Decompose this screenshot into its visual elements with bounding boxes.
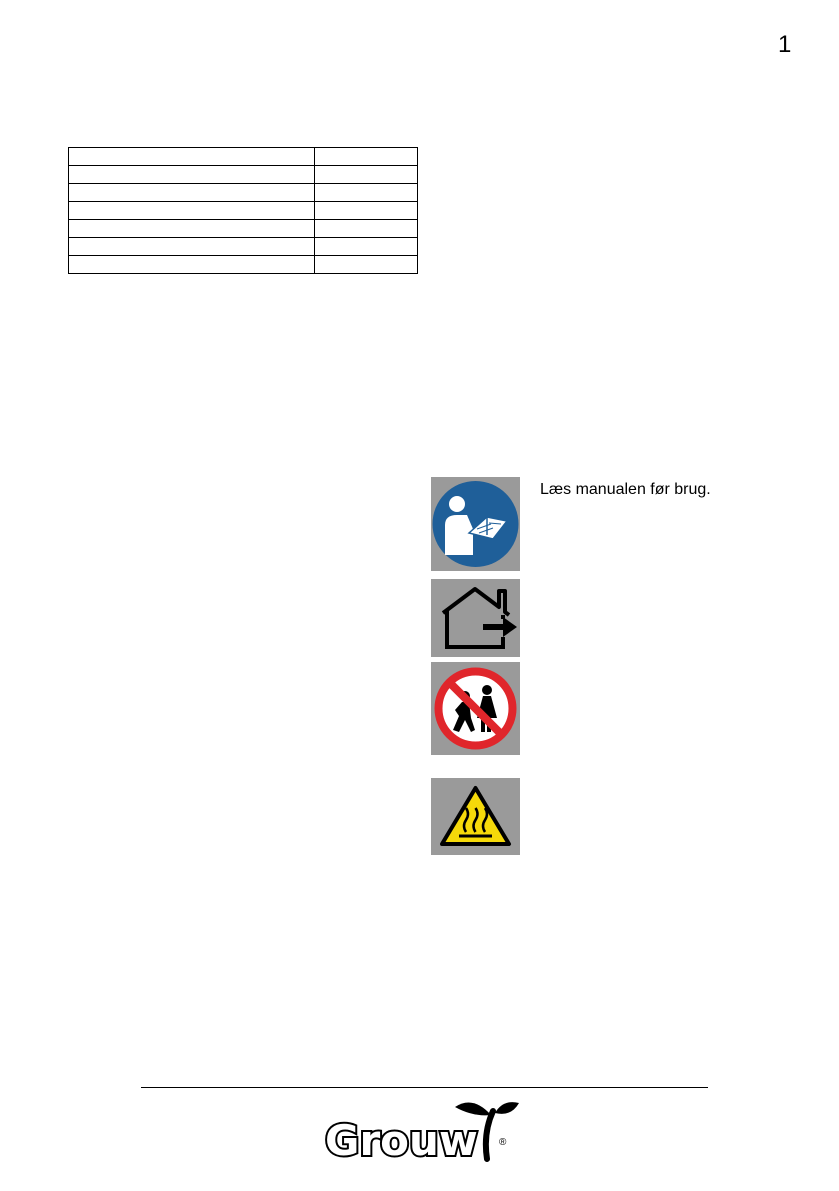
keep-children-away-icon	[431, 662, 520, 755]
table-cell	[315, 202, 418, 220]
table-cell	[69, 166, 315, 184]
table-cell	[69, 238, 315, 256]
table-cell	[315, 238, 418, 256]
table-cell	[69, 148, 315, 166]
logo-wordmark: Grouw	[325, 1116, 478, 1165]
indoor-use-only-icon	[431, 579, 520, 657]
symbol-text-read-manual: Læs manualen før brug.	[540, 481, 711, 498]
hot-surface-warning-icon	[431, 778, 520, 855]
page-number: 1	[778, 31, 792, 58]
table-row	[69, 148, 418, 166]
footer-divider	[141, 1087, 708, 1088]
table-row	[69, 166, 418, 184]
specification-table-body	[69, 148, 418, 274]
table-row	[69, 256, 418, 274]
table-cell	[315, 148, 418, 166]
specification-table	[68, 147, 418, 274]
table-cell	[315, 220, 418, 238]
registered-mark: ®	[499, 1137, 507, 1148]
table-cell	[69, 202, 315, 220]
table-row	[69, 202, 418, 220]
table-cell	[69, 256, 315, 274]
table-cell	[315, 184, 418, 202]
table-cell	[315, 166, 418, 184]
table-row	[69, 220, 418, 238]
table-row	[69, 184, 418, 202]
read-manual-icon	[431, 477, 520, 571]
table-cell	[69, 220, 315, 238]
table-cell	[315, 256, 418, 274]
table-row	[69, 238, 418, 256]
grouw-logo	[323, 1095, 523, 1169]
table-cell	[69, 184, 315, 202]
